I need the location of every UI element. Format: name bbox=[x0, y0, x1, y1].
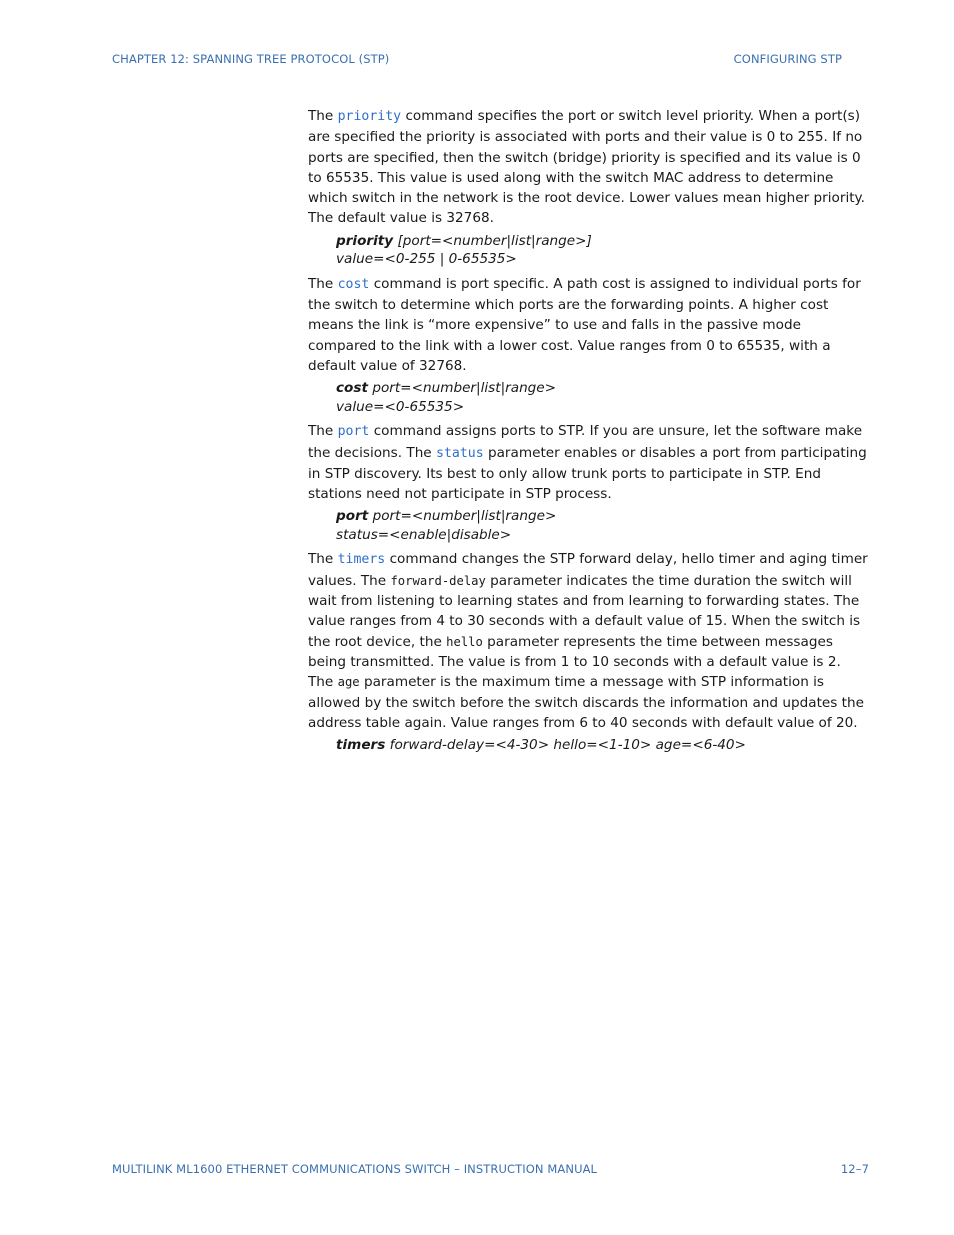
priority-syntax bbox=[336, 232, 870, 269]
text: The bbox=[308, 423, 338, 440]
port-paragraph bbox=[308, 421, 870, 504]
text: parameter represents the time between messages being transmitted. The value is from 1 to 10 seconds with a default value is 2. The bbox=[308, 633, 841, 691]
text: command changes the STP forward delay, hello timer and aging timer values. The bbox=[308, 551, 868, 589]
syntax-command: timers bbox=[336, 737, 386, 754]
text: The bbox=[308, 108, 338, 124]
priority-keyword: priority bbox=[337, 109, 402, 124]
text: The bbox=[308, 275, 338, 292]
running-header-chapter: CHAPTER 12: SPANNING TREE PROTOCOL (STP) bbox=[112, 52, 390, 66]
syntax-command: port bbox=[336, 508, 369, 525]
hello-param: hello bbox=[446, 634, 483, 649]
text: command specifies the port or switch level priority. When a port(s) are specified the priority is associated with ports and their value is 0 to 255. If no ports are specified, then the switch (bridge) priority is specified and its value is 0 to 65535. This value is used along with the switch MAC address to determine which switch in the network is the root device. Lower values mean higher priority. The default value is 32768. bbox=[308, 108, 865, 227]
syntax-line bbox=[336, 379, 870, 398]
text: command is port specific. A path cost is assigned to individual ports for the switch to determine which ports are the forwarding points. A higher cost means the link is “more expensive” to use and falls in the passive mode compared to the link with a lower cost. Value ranges from 0 to 65535, with a default value of 32768. bbox=[308, 275, 861, 374]
page-number: 12–7 bbox=[840, 1162, 869, 1176]
text: The bbox=[308, 551, 338, 568]
cost-paragraph bbox=[308, 274, 870, 376]
syntax-args: [port=<number|list|range>] bbox=[393, 232, 592, 249]
syntax-line bbox=[336, 736, 870, 755]
syntax-command: cost bbox=[336, 380, 368, 397]
port-syntax bbox=[336, 507, 870, 544]
running-footer-title: MULTILINK ML1600 ETHERNET COMMUNICATIONS SWITCH – INSTRUCTION MANUAL bbox=[112, 1162, 598, 1176]
text: parameter indicates the time duration the switch will wait from listening to learning states and from learning to forwarding states. The value ranges from 4 to 30 seconds with a default value of 15. When the switch is the root device, the bbox=[308, 572, 861, 650]
text: parameter is the maximum time a message with STP information is allowed by the switch before the switch discards the information and updates the address table again. Value ranges from 6 to 40 seconds with default value of 20. bbox=[308, 674, 864, 731]
syntax-command: priority bbox=[336, 232, 394, 249]
age-param: age bbox=[337, 675, 360, 690]
text: parameter enables or disables a port from participating in STP discovery. Its best to only allow trunk ports to participate in STP. End stations need not participate in STP process. bbox=[308, 444, 867, 503]
syntax-line bbox=[336, 232, 870, 251]
port-keyword: port bbox=[337, 424, 370, 440]
priority-paragraph bbox=[308, 106, 870, 229]
timers-keyword: timers bbox=[337, 552, 386, 568]
syntax-line: status=<enable|disable> bbox=[336, 526, 512, 543]
syntax-args: forward-delay=<4-30> hello=<1-10> age=<6-40> bbox=[385, 737, 746, 754]
running-header-section: CONFIGURING STP bbox=[733, 52, 842, 66]
syntax-line bbox=[336, 507, 870, 526]
syntax-args: port=<number|list|range> bbox=[368, 380, 557, 397]
timers-syntax bbox=[336, 736, 870, 755]
timers-paragraph bbox=[308, 549, 870, 733]
page-body bbox=[308, 106, 870, 760]
status-keyword: status bbox=[436, 445, 484, 461]
forward-delay-param: forward-delay bbox=[390, 573, 486, 588]
syntax-args: port=<number|list|range> bbox=[368, 508, 557, 525]
syntax-line: value=<0-65535> bbox=[336, 398, 465, 415]
text: command assigns ports to STP. If you are unsure, let the software make the decisions. The bbox=[308, 423, 863, 461]
cost-keyword: cost bbox=[337, 276, 370, 292]
cost-syntax bbox=[336, 379, 870, 416]
syntax-line: value=<0-255 | 0-65535> bbox=[336, 251, 517, 268]
